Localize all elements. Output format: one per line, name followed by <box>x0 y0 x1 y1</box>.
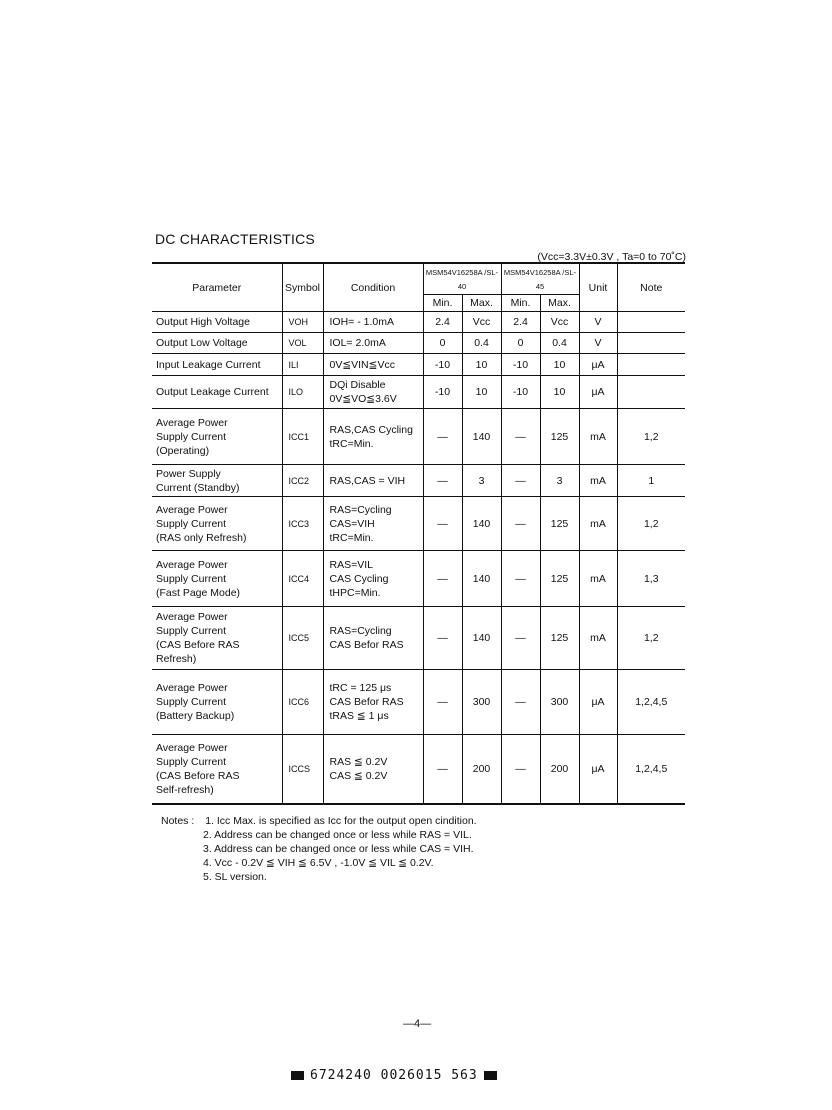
condition-cell: RAS,CAS = VIH <box>323 465 423 497</box>
unit-cell: μA <box>579 354 617 376</box>
max-cell: 140 <box>462 409 501 465</box>
condition-line: tHPC=Min. <box>329 586 381 599</box>
max-cell: 10 <box>462 354 501 376</box>
param-line: Average Power <box>156 503 228 516</box>
param-line: (RAS only Refresh) <box>156 531 247 544</box>
max-cell: 140 <box>462 607 501 670</box>
param-line: Power Supply <box>156 467 221 480</box>
max-cell: 0.4 <box>462 333 501 354</box>
table-row <box>152 333 685 354</box>
condition-line: tRC = 125 μs <box>329 682 392 694</box>
max-cell: 125 <box>540 497 579 551</box>
min-cell: -10 <box>501 376 540 409</box>
note-cell <box>617 376 685 409</box>
condition-cell <box>323 670 423 735</box>
min-cell: — <box>423 409 462 465</box>
condition-cell <box>323 376 423 409</box>
note-item: 1. Icc Max. is specified as Icc for the output open cindition. <box>205 815 477 827</box>
param-cell <box>152 409 282 465</box>
table-row <box>152 465 685 497</box>
max-cell: 300 <box>462 670 501 735</box>
section-title: DC CHARACTERISTICS <box>155 231 315 247</box>
note-cell <box>617 333 685 354</box>
param-line: Self-refresh) <box>156 783 214 796</box>
min-cell: — <box>501 551 540 607</box>
max-cell: 125 <box>540 551 579 607</box>
note-cell: 1,2,4,5 <box>617 670 685 735</box>
min-cell: — <box>423 735 462 804</box>
param-line: Supply Current <box>156 430 227 443</box>
note-cell: 1,2 <box>617 607 685 670</box>
min-cell: — <box>423 465 462 497</box>
unit-cell: mA <box>579 551 617 607</box>
note-cell <box>617 312 685 333</box>
unit-cell: V <box>579 312 617 333</box>
symbol-cell: ICC3 <box>282 497 323 551</box>
min-cell: — <box>501 465 540 497</box>
param-line: (Fast Page Mode) <box>156 586 241 599</box>
header-model-sl45: MSM54V16258A /SL-45 <box>501 263 579 295</box>
param-line: (Battery Backup) <box>156 710 235 722</box>
max-cell: 10 <box>540 354 579 376</box>
condition-line: CAS Cycling <box>329 572 389 585</box>
symbol-cell: ICC6 <box>282 670 323 735</box>
unit-cell: V <box>579 333 617 354</box>
symbol-cell: ICC4 <box>282 551 323 607</box>
condition-line: 0V≦VO≦3.6V <box>329 393 397 405</box>
marker-block-icon <box>484 1071 497 1080</box>
unit-cell: mA <box>579 465 617 497</box>
param-cell: Output Low Voltage <box>152 333 282 354</box>
condition-line: RAS,CAS Cycling <box>329 423 413 436</box>
note-item: 5. SL version. <box>203 871 267 883</box>
barcode-footer <box>285 1068 503 1083</box>
table-row <box>152 497 685 551</box>
marker-block-icon <box>291 1071 304 1080</box>
condition-cell: 0V≦VIN≦Vcc <box>323 354 423 376</box>
min-cell: — <box>423 670 462 735</box>
header-symbol: Symbol <box>282 263 323 312</box>
condition-line: DQi Disable <box>329 379 386 391</box>
max-cell: 3 <box>462 465 501 497</box>
min-cell: — <box>423 607 462 670</box>
condition-line: RAS ≦ 0.2V <box>329 755 388 768</box>
unit-cell: mA <box>579 497 617 551</box>
notes-label: Notes : <box>161 815 195 827</box>
condition-line: tRAS ≦ 1 μs <box>329 710 389 722</box>
condition-cell: IOL= 2.0mA <box>323 333 423 354</box>
min-cell: — <box>423 551 462 607</box>
table-row <box>152 354 685 376</box>
param-cell <box>152 497 282 551</box>
notes-block <box>161 814 477 884</box>
header-max-1: Max. <box>462 295 501 312</box>
min-cell: — <box>423 497 462 551</box>
min-cell: -10 <box>423 376 462 409</box>
note-cell: 1,2 <box>617 409 685 465</box>
table-row <box>152 735 685 804</box>
min-cell: 2.4 <box>423 312 462 333</box>
param-cell <box>152 607 282 670</box>
max-cell: 200 <box>462 735 501 804</box>
param-line: Average Power <box>156 611 228 623</box>
header-min-2: Min. <box>501 295 540 312</box>
min-cell: 0 <box>501 333 540 354</box>
condition-cell <box>323 409 423 465</box>
unit-cell: μA <box>579 735 617 804</box>
table-row <box>152 607 685 670</box>
min-cell: -10 <box>501 354 540 376</box>
max-cell: 200 <box>540 735 579 804</box>
symbol-cell: ICC1 <box>282 409 323 465</box>
header-model-sl40: MSM54V16258A /SL-40 <box>423 263 501 295</box>
symbol-cell: ICC2 <box>282 465 323 497</box>
max-cell: 125 <box>540 607 579 670</box>
symbol-cell: VOH <box>282 312 323 333</box>
max-cell: Vcc <box>540 312 579 333</box>
header-note: Note <box>617 263 685 312</box>
note-item: 4. Vcc - 0.2V ≦ VIH ≦ 6.5V , -1.0V ≦ VIL ≦ 0.2V. <box>203 857 434 869</box>
condition-cell <box>323 551 423 607</box>
max-cell: 140 <box>462 551 501 607</box>
min-cell: 0 <box>423 333 462 354</box>
min-cell: — <box>501 670 540 735</box>
note-cell <box>617 354 685 376</box>
note-line <box>161 814 477 828</box>
header-max-2: Max. <box>540 295 579 312</box>
param-cell <box>152 551 282 607</box>
table-row <box>152 376 685 409</box>
param-line: Supply Current <box>156 696 227 708</box>
header-condition: Condition <box>323 263 423 312</box>
note-cell: 1,3 <box>617 551 685 607</box>
condition-line: RAS=VIL <box>329 558 373 571</box>
max-cell: 125 <box>540 409 579 465</box>
unit-cell: μA <box>579 670 617 735</box>
condition-cell: IOH= - 1.0mA <box>323 312 423 333</box>
param-line: Supply Current <box>156 517 227 530</box>
condition-line: CAS Befor RAS <box>329 639 404 651</box>
unit-cell: mA <box>579 409 617 465</box>
table-row <box>152 312 685 333</box>
table-row <box>152 551 685 607</box>
note-cell: 1 <box>617 465 685 497</box>
param-line: Average Power <box>156 741 228 754</box>
condition-line: tRC=Min. <box>329 437 374 450</box>
min-cell: — <box>501 607 540 670</box>
max-cell: 10 <box>462 376 501 409</box>
note-cell: 1,2 <box>617 497 685 551</box>
param-cell: Input Leakage Current <box>152 354 282 376</box>
param-line: Supply Current <box>156 625 227 637</box>
test-conditions: (Vcc=3.3V±0.3V , Ta=0 to 70˚C) <box>537 251 686 263</box>
table-row <box>152 409 685 465</box>
table-row <box>152 670 685 735</box>
unit-cell: mA <box>579 607 617 670</box>
condition-cell <box>323 607 423 670</box>
dc-characteristics-table <box>152 262 685 805</box>
condition-line: tRC=Min. <box>329 531 374 544</box>
param-line: Refresh) <box>156 653 197 665</box>
max-cell: 3 <box>540 465 579 497</box>
min-cell: -10 <box>423 354 462 376</box>
param-cell: Output High Voltage <box>152 312 282 333</box>
param-cell <box>152 670 282 735</box>
condition-line: RAS=Cycling <box>329 503 392 516</box>
condition-line: RAS=Cycling <box>329 625 392 637</box>
max-cell: 140 <box>462 497 501 551</box>
max-cell: 10 <box>540 376 579 409</box>
symbol-cell: ILI <box>282 354 323 376</box>
param-line: (CAS Before RAS <box>156 639 240 651</box>
min-cell: — <box>501 497 540 551</box>
param-line: Current (Standby) <box>156 481 240 494</box>
header-min-1: Min. <box>423 295 462 312</box>
param-line: Average Power <box>156 558 228 571</box>
min-cell: — <box>501 735 540 804</box>
param-line: (Operating) <box>156 444 210 457</box>
param-cell: Output Leakage Current <box>152 376 282 409</box>
param-line: Average Power <box>156 682 228 694</box>
symbol-cell: ICC5 <box>282 607 323 670</box>
param-line: Average Power <box>156 416 228 429</box>
barcode-text: 6724240 0026015 563 <box>310 1068 478 1083</box>
page-number: —4— <box>403 1018 432 1030</box>
param-line: Supply Current <box>156 572 227 585</box>
max-cell: 0.4 <box>540 333 579 354</box>
condition-line: CAS ≦ 0.2V <box>329 769 388 782</box>
param-line: (CAS Before RAS <box>156 769 240 782</box>
condition-cell <box>323 497 423 551</box>
condition-line: CAS=VIH <box>329 517 375 530</box>
note-item: 3. Address can be changed once or less while CAS = VIH. <box>203 843 474 855</box>
max-cell: Vcc <box>462 312 501 333</box>
symbol-cell: VOL <box>282 333 323 354</box>
header-unit: Unit <box>579 263 617 312</box>
symbol-cell: ICCS <box>282 735 323 804</box>
min-cell: — <box>501 409 540 465</box>
param-cell <box>152 735 282 804</box>
condition-cell <box>323 735 423 804</box>
condition-line: CAS Befor RAS <box>329 696 404 708</box>
note-cell: 1,2,4,5 <box>617 735 685 804</box>
param-cell <box>152 465 282 497</box>
max-cell: 300 <box>540 670 579 735</box>
symbol-cell: ILO <box>282 376 323 409</box>
param-line: Supply Current <box>156 755 227 768</box>
min-cell: 2.4 <box>501 312 540 333</box>
unit-cell: μA <box>579 376 617 409</box>
header-parameter: Parameter <box>152 263 282 312</box>
note-item: 2. Address can be changed once or less while RAS = VIL. <box>203 829 472 841</box>
